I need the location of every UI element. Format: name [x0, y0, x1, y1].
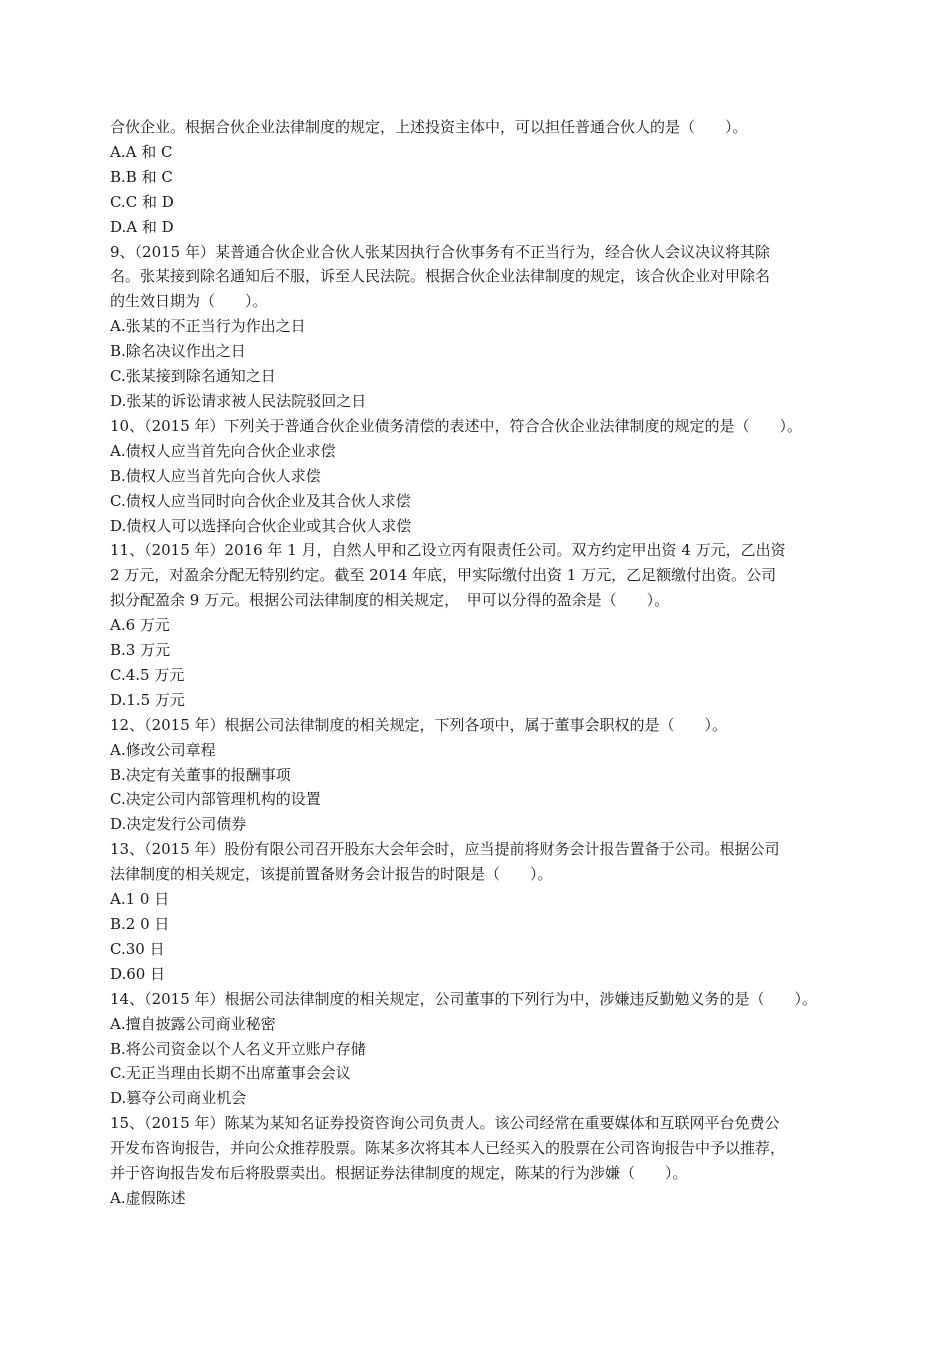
question-10 — [110, 414, 850, 539]
question-stem-line: 13、（2015 年）股份有限公司召开股东大会年会时，应当提前将财务会计报告置备于公司。根据公司 — [110, 840, 780, 859]
option-c: C.债权人应当同时向合伙企业及其合伙人求偿 — [110, 491, 411, 510]
question-stem-line: 11、（2015 年）2016 年 1 月，自然人甲和乙设立丙有限责任公司。双方约定甲出资 4 万元，乙出资 — [110, 541, 786, 560]
option-d: D.A 和 D — [110, 217, 174, 236]
option-b: B.除名决议作出之日 — [110, 342, 246, 361]
exam-page — [110, 115, 850, 1211]
option-a: A.6 万元 — [110, 616, 170, 635]
question-stem-line: 12、（2015 年）根据公司法律制度的相关规定，下列各项中，属于董事会职权的是（ ）。 — [110, 715, 728, 734]
option-d: D.60 日 — [110, 964, 166, 983]
option-a: A.1 0 日 — [110, 890, 170, 909]
option-a: A.擅自披露公司商业秘密 — [110, 1014, 276, 1033]
option-c: C.C 和 D — [110, 192, 174, 211]
option-a: A.A 和 C — [110, 142, 173, 161]
question-stem-line: 的生效日期为（ ）。 — [110, 292, 268, 311]
option-b: B.B 和 C — [110, 167, 173, 186]
question-stem-line: 合伙企业。根据合伙企业法律制度的规定，上述投资主体中，可以担任普通合伙人的是（ ）。 — [110, 118, 748, 136]
option-b: B.将公司资金以个人名义开立账户存储 — [110, 1039, 366, 1058]
question-12 — [110, 713, 850, 838]
option-d: D.篡夺公司商业机会 — [110, 1089, 247, 1108]
question-stem-line: 15、（2015 年）陈某为某知名证券投资咨询公司负责人。该公司经常在重要媒体和互联网平台免费公 — [110, 1114, 780, 1133]
question-stem-line: 2 万元，对盈余分配无特别约定。截至 2014 年底，甲实际缴付出资 1 万元，乙足额缴付出资。公司 — [110, 566, 777, 585]
option-c: C.4.5 万元 — [110, 665, 185, 684]
question-15 — [110, 1111, 850, 1211]
option-d: D.债权人可以选择向合伙企业或其合伙人求偿 — [110, 516, 412, 535]
option-b: B.3 万元 — [110, 641, 171, 660]
question-stem-line: 法律制度的相关规定，该提前置备财务会计报告的时限是（ ）。 — [110, 865, 553, 884]
option-c: C.无正当理由长期不出席董事会会议 — [110, 1064, 351, 1083]
option-b: B.决定有关董事的报酬事项 — [110, 765, 291, 784]
question-13 — [110, 837, 850, 986]
option-a: A.虚假陈述 — [110, 1188, 186, 1207]
question-stem-line: 9、（2015 年）某普通合伙企业合伙人张某因执行合伙事务有不正当行为，经合伙人会议决议将其除 — [110, 242, 770, 261]
question-stem-line: 14、（2015 年）根据公司法律制度的相关规定，公司董事的下列行为中，涉嫌违反勤勉义务的是（ ）。 — [110, 989, 818, 1008]
option-b: B.2 0 日 — [110, 915, 170, 933]
option-a: A.债权人应当首先向合伙企业求偿 — [110, 441, 336, 460]
question-14 — [110, 987, 850, 1112]
option-b: B.债权人应当首先向合伙人求偿 — [110, 466, 321, 485]
question-8-tail — [110, 115, 850, 240]
question-stem-line: 拟分配盈余 9 万元。根据公司法律制度的相关规定， 甲可以分得的盈余是（ ）。 — [110, 591, 670, 610]
option-c: C.决定公司内部管理机构的设置 — [110, 790, 321, 809]
question-11 — [110, 538, 850, 712]
option-d: D.决定发行公司债券 — [110, 815, 247, 834]
question-stem-line: 10、（2015 年）下列关于普通合伙企业债务清偿的表述中，符合合伙企业法律制度的规定的是（ ）。 — [110, 416, 803, 435]
option-c: C.30 日 — [110, 939, 165, 958]
option-a: A.张某的不正当行为作出之日 — [110, 317, 306, 336]
option-c: C.张某接到除名通知之日 — [110, 367, 276, 386]
option-d: D.1.5 万元 — [110, 690, 185, 709]
option-a: A.修改公司章程 — [110, 740, 216, 759]
question-9 — [110, 240, 850, 414]
question-stem-line: 名。张某接到除名通知后不服，诉至人民法院。根据合伙企业法律制度的规定，该合伙企业对甲除名 — [110, 267, 771, 286]
option-d: D.张某的诉讼请求被人民法院驳回之日 — [110, 391, 367, 410]
question-stem-line: 并于咨询报告发布后将股票卖出。根据证券法律制度的规定，陈某的行为涉嫌（ ）。 — [110, 1164, 688, 1183]
question-stem-line: 开发布咨询报告，并向公众推荐股票。陈某多次将其本人已经买入的股票在公司咨询报告中予以推荐， — [110, 1139, 786, 1158]
